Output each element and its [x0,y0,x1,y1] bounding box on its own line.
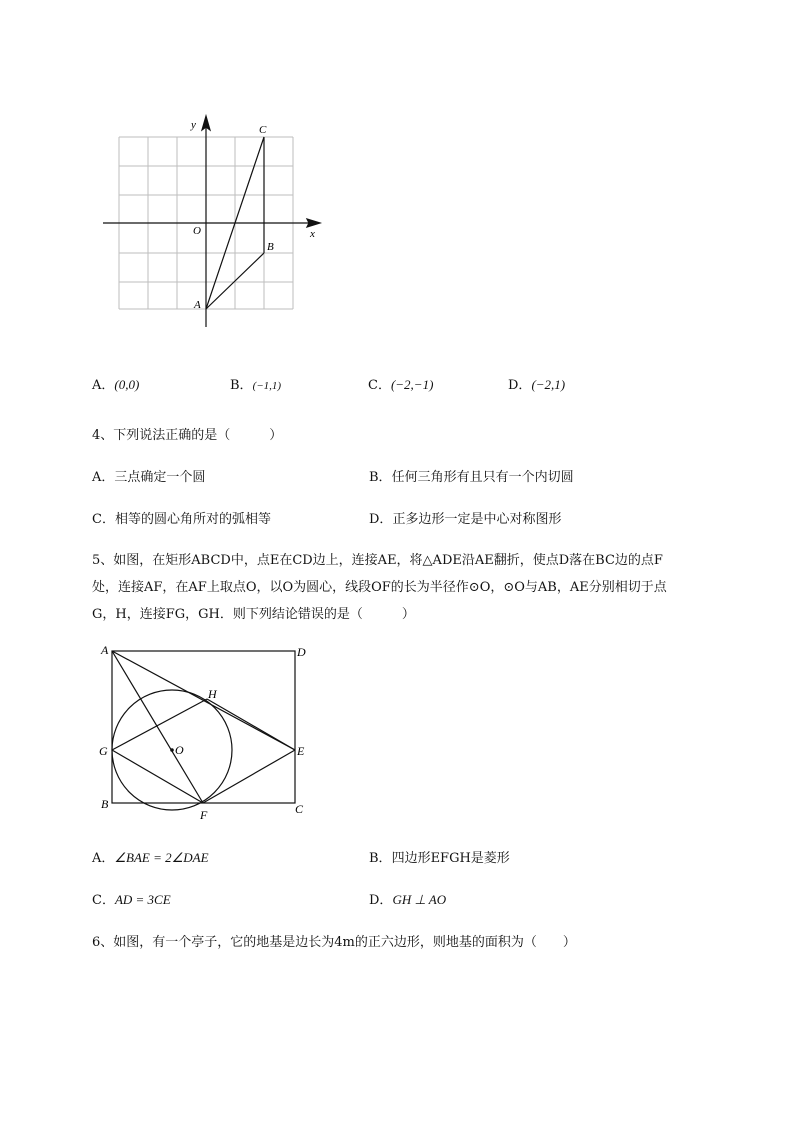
option-label: D． [369,512,393,527]
option-label: C． [368,378,391,393]
option-label: A． [92,851,115,866]
option-label: A． [92,378,115,393]
q3-option-c[interactable] [368,374,433,393]
option-value: (0,0) [114,377,140,392]
x-axis-label: x [310,228,315,240]
q5-stem-line1: 5、如图，在矩形ABCD中，点E在CD边上，连接AE，将△ADE沿AE翻折，使点D落在BC边的点F [92,553,663,568]
segment-gh [112,699,207,750]
option-label: D． [369,893,393,908]
segment-af [112,651,203,803]
option-text: 任何三角形有且只有一个内切圆 [391,470,574,485]
label-e: E [297,744,305,758]
option-text: 四边形EFGH是菱形 [391,851,510,866]
option-value: (−1,1) [252,380,282,392]
label-g: G [99,744,108,758]
label-f: F [200,808,208,822]
q4-option-c[interactable] [92,508,271,527]
point-a-label: A [194,299,201,311]
q5-rectangle-figure [92,638,322,823]
q4-option-a[interactable] [92,466,205,485]
option-label: B． [369,851,392,866]
rectangle-abcd [112,651,295,803]
label-c: C [295,802,304,816]
option-text: ∠BAE = 2∠DAE [114,850,209,865]
q3-coordinate-figure [95,110,330,335]
q6-stem: 6、如图，有一个亭子，它的地基是边长为4m的正六边形，则地基的面积为（ ） [92,935,576,950]
q5-option-b[interactable] [369,847,510,866]
segment-gf [112,750,203,803]
label-d: D [297,645,306,659]
point-c-label: C [259,124,267,136]
q5-option-a[interactable] [92,847,209,866]
option-text: 三点确定一个圆 [114,470,206,485]
q4-stem: 4、下列说法正确的是（ ） [92,428,283,443]
q5-stem-line3: G，H，连接FG，GH．则下列结论错误的是（ ） [92,607,415,622]
option-label: C． [92,893,115,908]
label-b: B [101,797,109,811]
q4-option-b[interactable] [369,466,574,485]
option-text: AD = 3CE [114,892,171,907]
option-value: (−2,−1) [390,377,434,392]
segment-he [207,699,295,750]
y-axis-label: y [191,119,196,131]
option-label: B． [230,378,253,393]
option-text: GH ⊥ AO [392,892,447,907]
q3-option-a[interactable] [92,374,139,393]
option-label: C． [92,512,115,527]
q3-option-d[interactable] [508,374,565,393]
option-label: D． [508,378,532,393]
q3-option-b[interactable] [230,374,281,393]
x-axis-arrow-icon [307,219,320,227]
option-text: 相等的圆心角所对的弧相等 [114,512,271,527]
q5-option-c[interactable] [92,889,171,908]
center-point-o [170,748,174,752]
point-b-label: B [267,241,274,253]
segment-fe [203,750,295,803]
option-text: 正多边形一定是中心对称图形 [392,512,562,527]
q5-stem-line2: 处，连接AF，在AF上取点O，以O为圆心，线段OF的长为半径作⊙O，⊙O与AB，AE分别相切于点 [92,580,667,595]
option-label: B． [369,470,392,485]
option-label: A． [92,470,115,485]
origin-label: O [193,225,201,237]
q4-option-d[interactable] [369,508,561,527]
label-o: O [175,743,184,757]
option-value: (−2,1) [531,377,566,392]
label-a: A [101,643,109,657]
q5-option-d[interactable] [369,889,446,908]
label-h: H [208,687,217,701]
